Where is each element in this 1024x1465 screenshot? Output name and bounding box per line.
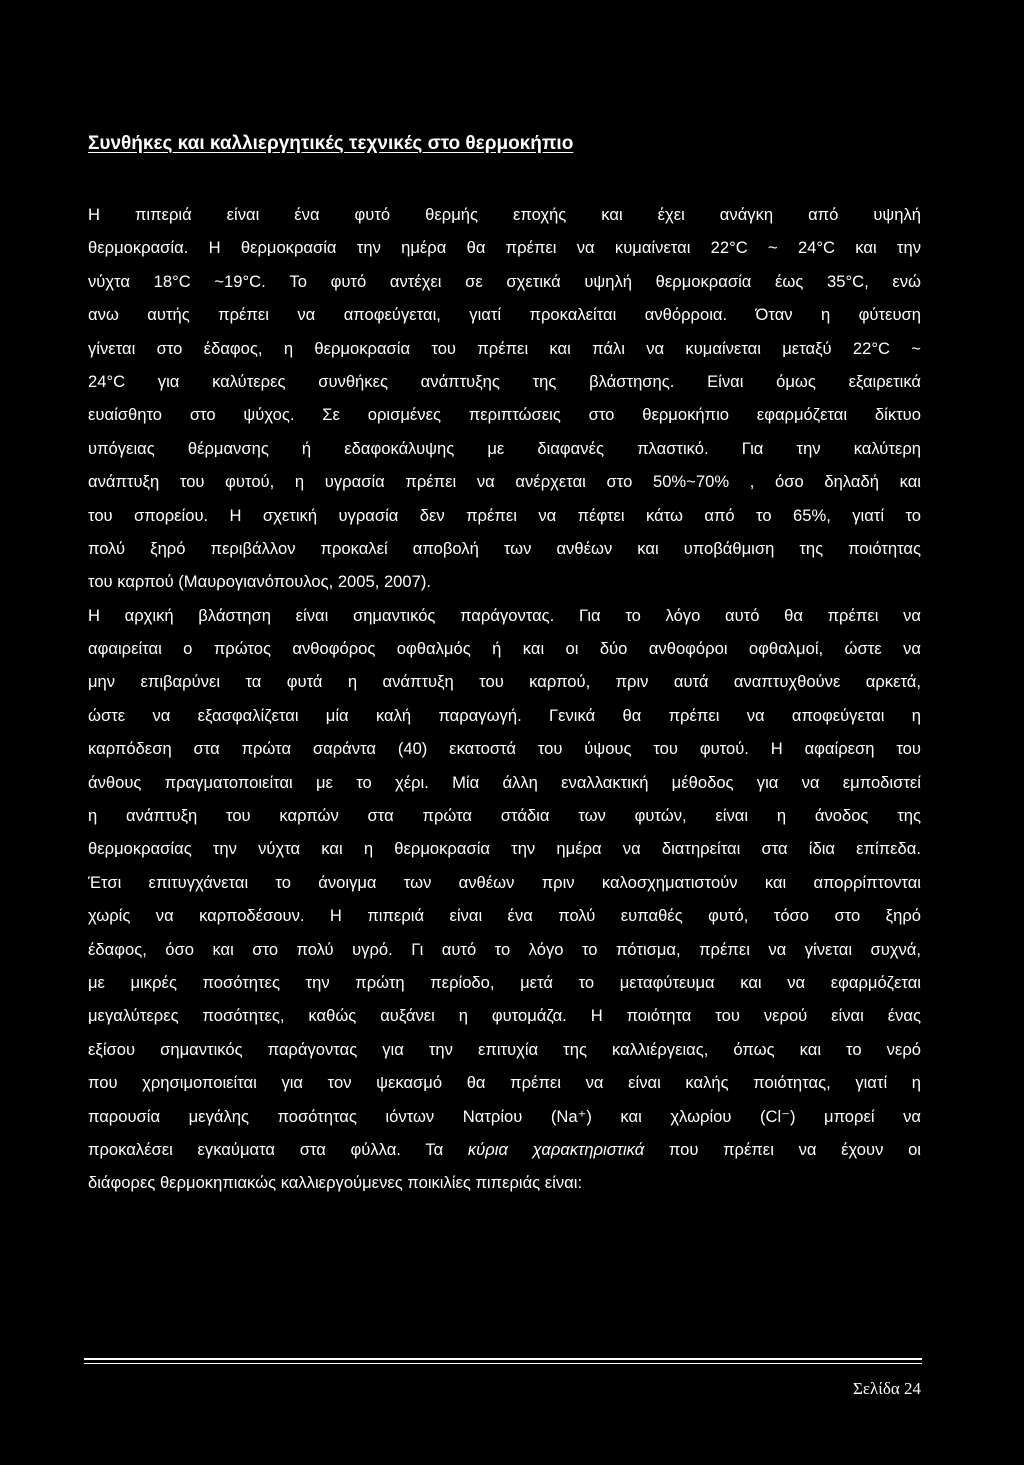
text-line: θερμοκρασία. Η θερμοκρασία την ημέρα θα πρέπει να κυμαίνεται 22°C ~ 24°C και την — [88, 238, 921, 258]
text-line: θερμοκρασίας την νύχτα και η θερμοκρασία την ημέρα να διατηρείται στα ίδια επίπεδα. — [88, 839, 921, 859]
text-line: έδαφος, όσο και στο πολύ υγρό. Γι αυτό το λόγο το πότισμα, πρέπει να γίνεται συχνά, — [88, 939, 921, 959]
text-line: άνθους πραγματοποιείται με το χέρι. Μία άλλη εναλλακτική μέθοδος για να εμποδιστεί — [88, 772, 921, 792]
text-segment: προκαλέσει εγκαύματα στα φύλλα. Τα — [88, 1139, 468, 1159]
text-line: μεγαλύτερες ποσότητες, καθώς αυξάνει η φυτομάζα. Η ποιότητα του νερού είναι ένας — [88, 1006, 921, 1026]
text-line: αφαιρείται ο πρώτος ανθοφόρος οφθαλμός ή και οι δύο ανθοφόροι οφθαλμοί, ώστε να — [88, 639, 921, 659]
page-number: Σελίδα 24 — [852, 1379, 921, 1398]
text-line: ευαίσθητο στο ψύχος. Σε ορισμένες περιπτώσεις στο θερμοκήπιο εφαρμόζεται δίκτυο — [88, 405, 921, 425]
text-line: εξίσου σημαντικός παράγοντας για την επιτυχία της καλλιέργειας, όπως και το νερό — [88, 1039, 921, 1059]
text-line: Η πιπεριά είναι ένα φυτό θερμής εποχής και έχει ανάγκη από υψηλή — [88, 205, 921, 224]
text-line: ανάπτυξη του φυτού, η υγρασία πρέπει να ανέρχεται στο 50%~70% , όσο δηλαδή και — [88, 472, 921, 492]
text-line: του σπορείου. Η σχετική υγρασία δεν πρέπει να πέφτει κάτω από το 65%, γιατί το — [88, 505, 921, 525]
text-line: παρουσία μεγάλης ποσότητας ιόντων Νατρίου (Na⁺) και χλωρίου (Cl⁻) μπορεί να — [88, 1106, 921, 1126]
text-line: ώστε να εξασφαλίζεται μία καλή παραγωγή. Γενικά θα πρέπει να αποφεύγεται η — [88, 705, 921, 725]
text-line: καρπόδεση στα πρώτα σαράντα (40) εκατοστά του ύψους του φυτού. Η αφαίρεση του — [88, 739, 921, 759]
text-line: η ανάπτυξη του καρπών στα πρώτα στάδια των φυτών, είναι η άνοδος της — [88, 806, 921, 826]
text-line: διάφορες θερμοκηπιακώς καλλιεργούμενες ποικιλίες πιπεριάς είναι: — [88, 1173, 583, 1193]
section-heading: Συνθήκες και καλλιεργητικές τεχνικές στο θερμοκήπιο — [88, 133, 574, 154]
text-line: μην επιβαρύνει τα φυτά η ανάπτυξη του καρπού, πριν αυτά αναπτυχθούνε αρκετά, — [88, 672, 921, 692]
text-line: του καρπού (Μαυρογιανόπουλος, 2005, 2007). — [88, 572, 431, 592]
footer-divider-thin — [84, 1363, 922, 1364]
text-line: νύχτα 18°C ~19°C. Το φυτό αντέχει σε σχετικά υψηλή θερμοκρασία έως 35°C, ενώ — [88, 271, 921, 291]
italic-emphasis: κύρια χαρακτηριστικά — [467, 1139, 645, 1159]
text-line: με μικρές ποσότητες την πρώτη περίοδο, μετά το μεταφύτευμα και να εφαρμόζεται — [88, 972, 921, 992]
text-segment: που πρέπει να έχουν οι — [644, 1139, 921, 1159]
body-text — [88, 198, 921, 1200]
text-line: Η αρχική βλάστηση είναι σημαντικός παράγοντας. Για το λόγο αυτό θα πρέπει να — [88, 605, 921, 625]
text-line: 24°C για καλύτερες συνθήκες ανάπτυξης της βλάστησης. Είναι όμως εξαιρετικά — [88, 371, 921, 391]
text-line: Έτσι επιτυγχάνεται το άνοιγμα των ανθέων πριν καλοσχηματιστούν και απορρίπτονται — [88, 872, 921, 892]
text-line: ανω αυτής πρέπει να αποφεύγεται, γιατί προκαλείται ανθόρροια. Όταν η φύτευση — [88, 305, 921, 325]
text-line: που χρησιμοποιείται για τον ψεκασμό θα πρέπει να είναι καλής ποιότητας, γιατί η — [88, 1073, 921, 1093]
footer-divider — [84, 1358, 922, 1360]
text-line: υπόγειας θέρμανσης ή εδαφοκάλυψης με διαφανές πλαστικό. Για την καλύτερη — [88, 438, 921, 458]
text-line-mixed — [88, 1133, 921, 1166]
text-line: γίνεται στο έδαφος, η θερμοκρασία του πρέπει και πάλι να κυμαίνεται μεταξύ 22°C ~ — [88, 338, 921, 358]
text-line: χωρίς να καρποδέσουν. Η πιπεριά είναι ένα πολύ ευπαθές φυτό, τόσο στο ξηρό — [88, 906, 921, 926]
text-line: πολύ ξηρό περιβάλλον προκαλεί αποβολή των ανθέων και υποβάθμιση της ποιότητας — [88, 538, 921, 558]
